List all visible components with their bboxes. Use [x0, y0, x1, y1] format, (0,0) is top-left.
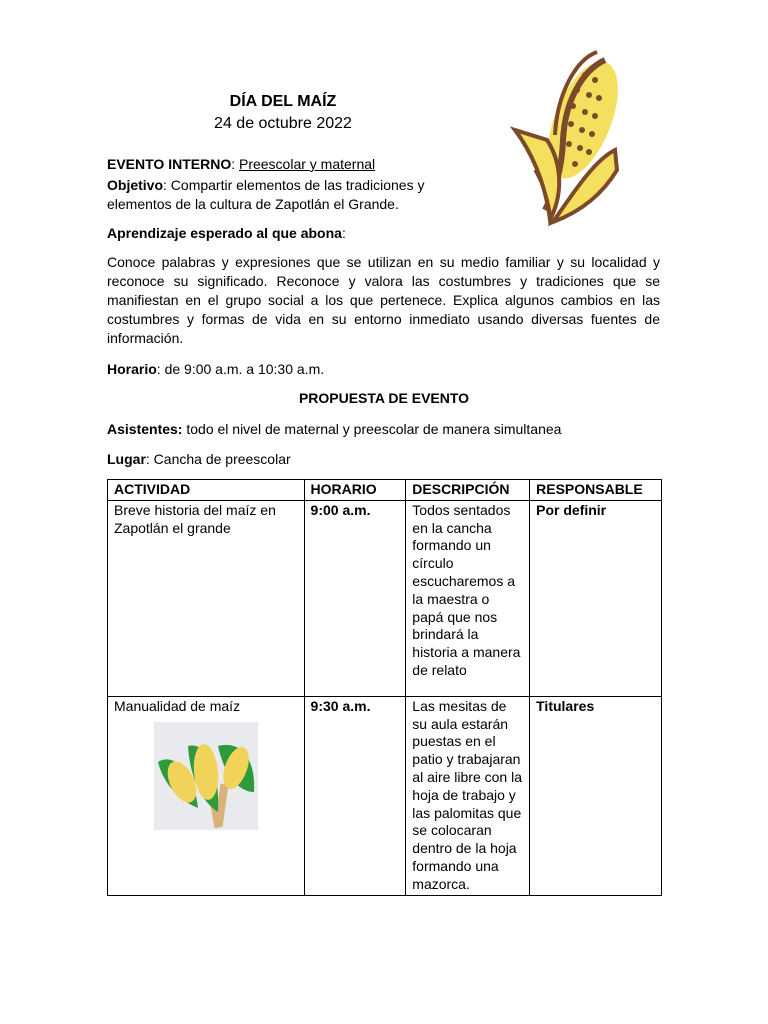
- event-date: 24 de octubre 2022: [214, 115, 352, 132]
- objetivo-text: Compartir elementos de las tradiciones y: [170, 177, 425, 193]
- objetivo-line1: Objetivo: Compartir elementos de las tradiciones y: [107, 177, 425, 193]
- table-row: [108, 500, 662, 696]
- table-header-row: [108, 480, 662, 501]
- page-title: DÍA DEL MAÍZ: [229, 93, 337, 110]
- evento-label: EVENTO INTERNO: [107, 156, 232, 172]
- objetivo-line2: elementos de la cultura de Zapotlán el Grande.: [107, 196, 399, 212]
- header-horario: HORARIO: [304, 480, 406, 501]
- horario-label: Horario: [107, 361, 157, 377]
- schedule-table: [107, 479, 662, 896]
- cell-descripcion: Todos sentados en la cancha formando un círculo escucharemos a la maestra o papá que nos brindará la historia a manera de relato: [406, 500, 530, 696]
- objetivo-label: Objetivo: [107, 177, 164, 193]
- table-row: [108, 696, 662, 895]
- cell-actividad: Breve historia del maíz en Zapotlán el grande: [108, 500, 305, 696]
- cell-horario: 9:30 a.m.: [304, 696, 406, 895]
- asistentes-line: [107, 420, 561, 439]
- evento-line: EVENTO INTERNO: Preescolar y maternal: [107, 156, 376, 172]
- cell-responsable: Titulares: [530, 696, 662, 895]
- cell-responsable: Por definir: [530, 500, 662, 696]
- cell-horario: 9:00 a.m.: [304, 500, 406, 696]
- lugar-value: Cancha de preescolar: [153, 451, 291, 467]
- cell-actividad: [108, 696, 305, 895]
- lugar-line: Lugar: Cancha de preescolar: [107, 451, 291, 467]
- header-descripcion: DESCRIPCIÓN: [406, 480, 530, 501]
- asistentes-value: todo el nivel de maternal y preescolar de manera simultanea: [186, 421, 562, 437]
- horario-line: Horario: de 9:00 a.m. a 10:30 a.m.: [107, 361, 325, 377]
- aprendizaje-text: Conoce palabras y expresiones que se utilizan en su medio familiar y su localidad y reconoce su significado. Reconoce y valora las costumbres y tradiciones que se manifiestan en el grupo social a los que pertenece. Explica algunos cambios en las costumbres y formas de vida en su entorno inmediato usando diversas fuentes de información.: [107, 254, 660, 346]
- lugar-label: Lugar: [107, 451, 146, 467]
- cell-descripcion: Las mesitas de su aula estarán puestas en el patio y trabajaran al aire libre con la hoja de trabajo y las palomitas que se colocaran dentro de la hoja formando una mazorca.: [406, 696, 530, 895]
- horario-value: de 9:00 a.m. a 10:30 a.m.: [164, 361, 325, 377]
- aprendizaje-label: Aprendizaje esperado al que abona: [107, 225, 342, 241]
- evento-value: Preescolar y maternal: [238, 156, 376, 172]
- header-responsable: RESPONSABLE: [530, 480, 662, 501]
- propuesta-title: PROPUESTA DE EVENTO: [298, 390, 470, 406]
- asistentes-label: Asistentes:: [107, 421, 183, 437]
- cell-actividad-label: Manualidad de maíz: [114, 697, 241, 714]
- header-actividad: ACTIVIDAD: [108, 480, 305, 501]
- aprendizaje-heading: Aprendizaje esperado al que abona:: [107, 225, 346, 241]
- corn-craft-photo: [154, 722, 258, 830]
- corn-icon: [505, 40, 625, 230]
